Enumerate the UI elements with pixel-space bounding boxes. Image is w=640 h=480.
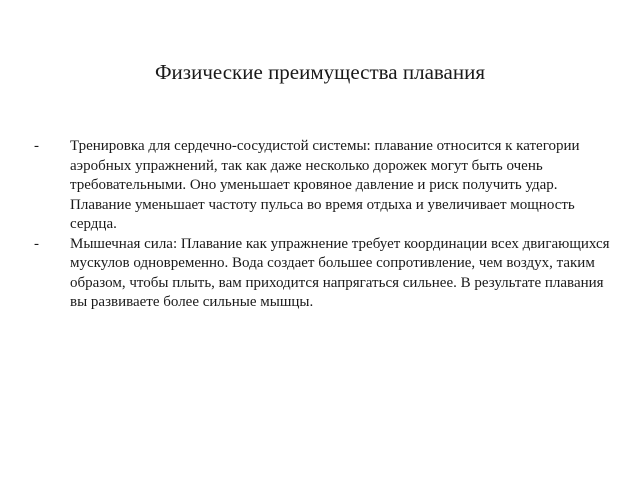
bullet-text-muscle: Мышечная сила: Плавание как упражнение требует координации всех двигающихся мускулов одновременно. Вода создает большее сопротивление, чем воздух, таким образом, чтобы плыть, вам приходится напрягаться сильнее. В результате плавания вы развиваете более сильные мышцы. bbox=[70, 235, 610, 310]
bullet-marker: - bbox=[34, 235, 39, 252]
bullet-list bbox=[34, 137, 614, 313]
bullet-marker: - bbox=[34, 138, 39, 154]
bullet-text-cardio: Тренировка для сердечно-сосудистой системы: плавание относится к категории аэробных упражнений, так как даже несколько дорожек могут быть очень требовательными. Оно уменьшает кровяное давление и риск получить удар. Плавание уменьшает частоту пульса во время отдыха и увеличивает мощность сердца. bbox=[70, 138, 580, 232]
slide-title: Физические преимущества плавания bbox=[154, 60, 486, 84]
list-item bbox=[34, 235, 614, 313]
list-item bbox=[34, 137, 614, 235]
